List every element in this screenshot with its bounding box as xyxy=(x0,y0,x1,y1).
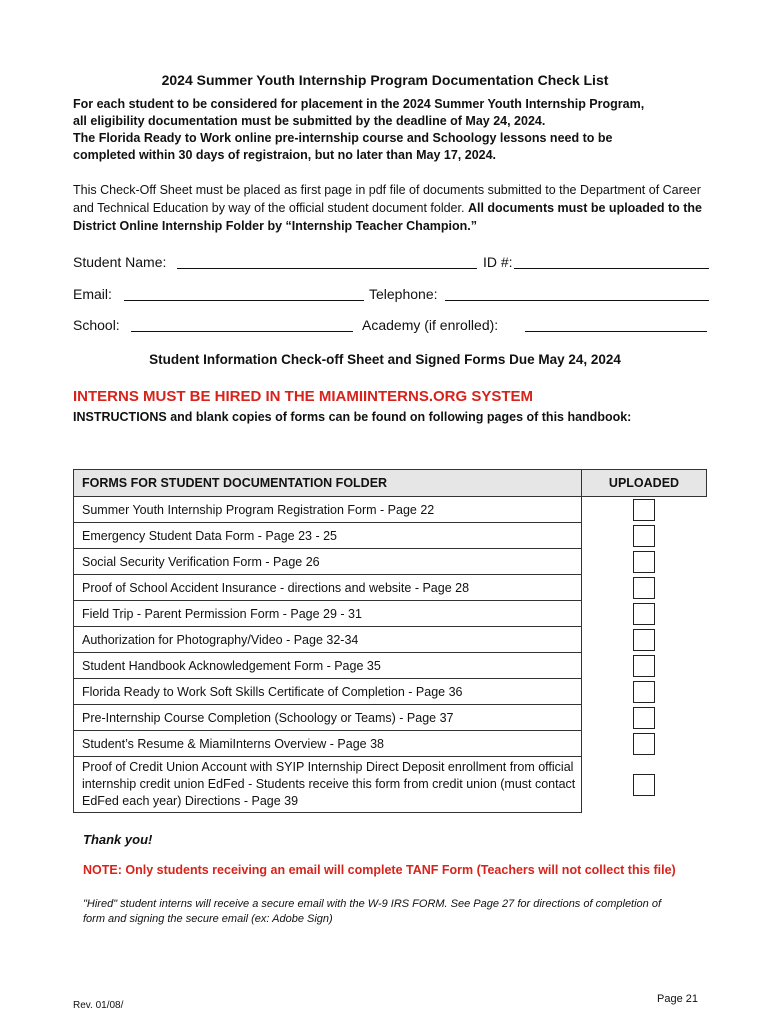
uploaded-checkbox[interactable] xyxy=(633,499,655,521)
telephone-label: Telephone: xyxy=(369,286,438,302)
interns-notice: INTERNS MUST BE HIRED IN THE MIAMIINTERNS.ORG SYSTEM xyxy=(73,388,534,405)
column-header-forms: FORMS FOR STUDENT DOCUMENTATION FOLDER xyxy=(74,470,582,497)
form-name: Pre-Internship Course Completion (Schoology or Teams) - Page 37 xyxy=(74,705,582,731)
uploaded-checkbox[interactable] xyxy=(633,603,655,625)
form-name: Authorization for Photography/Video - Page 32-34 xyxy=(74,627,582,653)
uploaded-checkbox[interactable] xyxy=(633,525,655,547)
uploaded-checkbox[interactable] xyxy=(633,551,655,573)
academy-field[interactable] xyxy=(525,331,707,332)
revision-label: Rev. 01/08/ xyxy=(73,1000,124,1011)
form-name: Student’s Resume & MiamiInterns Overview - Page 38 xyxy=(74,731,582,757)
form-name: Florida Ready to Work Soft Skills Certificate of Completion - Page 36 xyxy=(74,679,582,705)
form-name: Summer Youth Internship Program Registration Form - Page 22 xyxy=(74,497,582,523)
instructions-line: INSTRUCTIONS and blank copies of forms can be found on following pages of this handbook: xyxy=(73,410,632,424)
uploaded-checkbox[interactable] xyxy=(633,577,655,599)
field-row-name xyxy=(73,252,713,272)
form-name: Proof of School Accident Insurance - directions and website - Page 28 xyxy=(74,575,582,601)
student-name-label: Student Name: xyxy=(73,254,167,270)
uploaded-checkbox[interactable] xyxy=(633,655,655,677)
page-title: 2024 Summer Youth Internship Program Documentation Check List xyxy=(161,72,609,88)
table-row xyxy=(74,731,707,757)
student-name-field[interactable] xyxy=(177,268,477,269)
school-label: School: xyxy=(73,317,120,333)
intro-line: completed within 30 days of registraion, but no later than May 17, 2024. xyxy=(73,148,497,162)
form-name: Student Handbook Acknowledgement Form - Page 35 xyxy=(74,653,582,679)
form-name: Social Security Verification Form - Page 26 xyxy=(74,549,582,575)
email-label: Email: xyxy=(73,286,112,302)
field-row-school xyxy=(73,315,713,335)
table-header-row xyxy=(74,470,707,497)
table-row xyxy=(74,549,707,575)
instructions-paragraph xyxy=(73,181,723,235)
intro-line: For each student to be considered for placement in the 2024 Summer Youth Internship Program, xyxy=(73,97,645,111)
uploaded-checkbox[interactable] xyxy=(633,629,655,651)
id-label: ID #: xyxy=(483,254,513,270)
paragraph-bold-text: All documents must be uploaded to the District Online Internship Folder by “Internship Teacher Champion.” xyxy=(73,201,702,233)
paragraph-text: This Check-Off Sheet must be placed as first page in pdf file of documents submitted to the Department of Career and Technical Education by way of the official student document folder. xyxy=(73,183,701,215)
intro-block xyxy=(73,96,723,164)
hired-note: "Hired" student interns will receive a secure email with the W-9 IRS FORM. See Page 27 for directions of completion of form and signing the secure email (ex: Adobe Sign) xyxy=(83,898,662,925)
table-row xyxy=(74,575,707,601)
page-number: Page 21 xyxy=(657,993,698,1005)
table-row xyxy=(74,497,707,523)
table-row xyxy=(74,757,707,813)
column-header-uploaded: UPLOADED xyxy=(582,470,707,497)
tanf-note: NOTE: Only students receiving an email will complete TANF Form (Teachers will not collect this file) xyxy=(83,863,676,877)
email-field[interactable] xyxy=(124,300,364,301)
academy-label: Academy (if enrolled): xyxy=(362,317,499,333)
id-field[interactable] xyxy=(514,268,709,269)
intro-line: The Florida Ready to Work online pre-internship course and Schoology lessons need to be xyxy=(73,131,613,145)
telephone-field[interactable] xyxy=(445,300,709,301)
field-row-email xyxy=(73,284,713,304)
table-row xyxy=(74,601,707,627)
intro-line: all eligibility documentation must be submitted by the deadline of May 24, 2024. xyxy=(73,114,546,128)
table-row xyxy=(74,653,707,679)
uploaded-checkbox[interactable] xyxy=(633,707,655,729)
form-name: Field Trip - Parent Permission Form - Page 29 - 31 xyxy=(74,601,582,627)
due-date-line: Student Information Check-off Sheet and Signed Forms Due May 24, 2024 xyxy=(149,352,621,367)
form-name: Emergency Student Data Form - Page 23 - 25 xyxy=(74,523,582,549)
forms-checklist-table xyxy=(73,469,707,813)
table-row xyxy=(74,523,707,549)
table-row xyxy=(74,705,707,731)
uploaded-checkbox[interactable] xyxy=(633,774,655,796)
uploaded-checkbox[interactable] xyxy=(633,733,655,755)
uploaded-checkbox[interactable] xyxy=(633,681,655,703)
table-row xyxy=(74,627,707,653)
form-name: Proof of Credit Union Account with SYIP Internship Direct Deposit enrollment from official internship credit union EdFed - Students receive this form from credit union (must contact EdFed each year) Directions - Page 39 xyxy=(74,757,582,813)
table-row xyxy=(74,679,707,705)
thank-you-text: Thank you! xyxy=(83,832,153,847)
school-field[interactable] xyxy=(131,331,353,332)
